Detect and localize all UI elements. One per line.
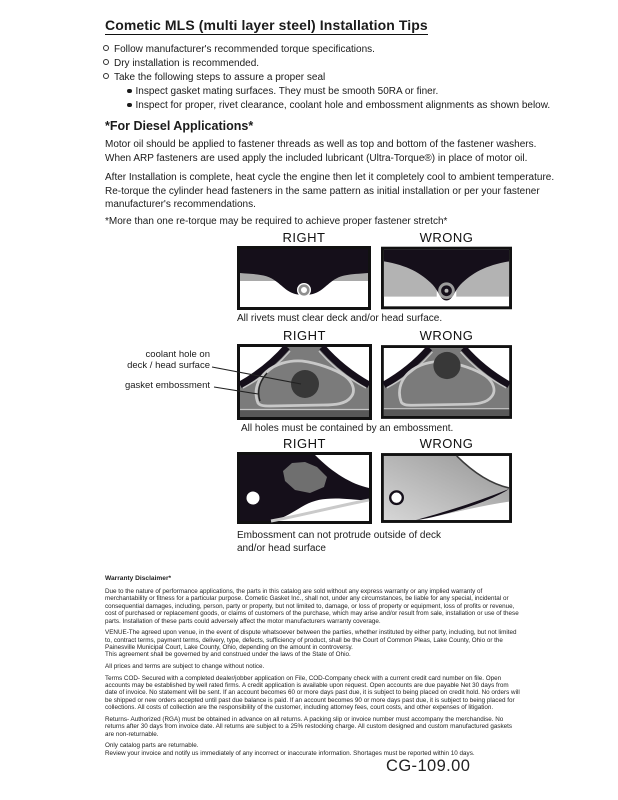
row2-right-label: RIGHT	[283, 328, 326, 343]
tip-text: Inspect gasket mating surfaces. They must be smooth 50RA or finer.	[135, 86, 439, 97]
row2-wrong-panel	[381, 344, 512, 420]
row3-right-panel	[237, 452, 372, 524]
list-item	[127, 85, 573, 99]
row3-right-label: RIGHT	[283, 436, 326, 451]
row1-wrong-panel	[381, 246, 512, 310]
list-item	[127, 99, 573, 113]
list-item	[103, 43, 573, 57]
filled-bullet-icon	[127, 103, 132, 108]
tip-text: Take the following steps to assure a proper seal	[114, 72, 326, 83]
warranty-disclaimer	[105, 575, 520, 761]
installation-tips-list	[103, 43, 573, 113]
row1-right-panel	[237, 246, 371, 310]
gasket-embossment-callout: gasket embossment	[124, 380, 210, 391]
diesel-heading: *For Diesel Applications*	[105, 119, 254, 133]
terms-cod-paragraph: Terms COD- Secured with a completed dealer/jobber application on File, COD-Company check with a current credit card number on file. Open accounts may be established by well rated firms. A credit application is available upon request. Open accounts are due payable Net 30 days from date of invoice. No statement will be sent. If an account becomes 60 or more days past due, it is subject to being placed on credit hold. No orders will be shipped or new orders accepted until past due balance is paid. If an account becomes 90 or more days past due, it is subject to being placed for collections. All costs of collection are the responsibility of the customer, including attorney fees, court costs, and other expenses of litigation.	[105, 674, 520, 712]
row1-right-label: RIGHT	[282, 230, 326, 245]
filled-bullet-icon	[127, 89, 132, 94]
row2-wrong-label: WRONG	[419, 328, 474, 343]
bolt-hole-icon	[390, 491, 403, 504]
row1-caption: All rivets must clear deck and/or head surface.	[237, 313, 443, 324]
review-invoice-line: Review your invoice and notify us immediately of any incorrect or inaccurate information. Shortages must be reported within 10 days.	[105, 749, 475, 757]
row3-wrong-label: WRONG	[419, 436, 474, 451]
diesel-paragraph-1: Motor oil should be applied to fastener threads as well as top and bottom of the fastener washers. When ARP fasteners are used apply the included lubricant (Ultra-Torque®) in place of motor oil.	[105, 139, 537, 164]
row2-caption: All holes must be contained by an embossment.	[241, 423, 454, 434]
prices-terms-line: All prices and terms are subject to change without notice.	[105, 662, 265, 670]
returns-paragraph: Returns- Authorized (RGA) must be obtained in advance on all returns. A packing slip or invoice number must accompany the merchandise. No returns after 30 days from invoice date. All returns are subject to a 25% restocking charge. All custom designed and custom manufactured gaskets are non-returnable.	[105, 715, 513, 738]
open-bullet-icon	[103, 73, 109, 79]
list-item	[103, 71, 573, 85]
open-bullet-icon	[103, 59, 109, 65]
tip-text: Follow manufacturer's recommended torque specifications.	[114, 44, 375, 55]
row1-wrong-label: WRONG	[419, 230, 474, 245]
bolt-hole-icon	[247, 492, 260, 505]
coolant-hole-icon	[433, 352, 460, 379]
tip-text: Inspect for proper, rivet clearance, coolant hole and embossment alignments as shown below.	[135, 100, 551, 111]
diesel-paragraph-2: After Installation is complete, heat cycle the engine then let it completely cool to ambient temperature. Re-torque the cylinder head fasteners in the same pattern as initial installation or per your fastener manufacturer's recommendations.	[105, 172, 555, 210]
venue-paragraph: VENUE-The agreed upon venue, in the event of dispute whatsoever between the parties, whether instituted by either party, including, but not limited to, contract terms, payment terms, delivery, type, defects, sufficiency of product, shall be the Court of Common Pleas, Lake County, Ohio or the Painesville Municipal Court, Lake County, Ohio, depending on the amount in controversy.	[105, 629, 517, 651]
disclaimer-paragraph: Due to the nature of performance applications, the parts in this catalog are sold without any express warranty or any implied warranty of merchantability or fitness for a particular purpose. Cometic Gasket Inc., shall not, under any circumstances, be liable for any special, incidental or consequential damages, including, person, party or property, but not limited to, damage, or loss of property or equipment, loss of profits or revenue, cost of purchased or replacement goods, or claims of customers of the purchase, which may arise and/or result from sale, installation or use of these parts. Installation of these parts could adversely affect the motor manufacturers warranty coverage.	[105, 587, 519, 625]
list-item	[103, 57, 573, 71]
governing-law-line: This agreement shall be governed by and construed under the laws of the State of Ohio.	[105, 651, 351, 659]
tip-text: Dry installation is recommended.	[114, 58, 260, 69]
row3-wrong-panel	[381, 452, 512, 524]
open-bullet-icon	[103, 45, 109, 51]
retorque-note: *More than one re-torque may be required to achieve proper fastener stretch*	[105, 216, 448, 227]
returnable-line: Only catalog parts are returnable.	[105, 742, 199, 750]
page-title: Cometic MLS (multi layer steel) Installation Tips	[105, 17, 428, 33]
disclaimer-heading: Warranty Disclaimer*	[105, 575, 172, 582]
coolant-hole-callout: coolant hole on deck / head surface	[127, 349, 210, 371]
page-number: CG-109.00	[386, 757, 471, 775]
callout-leader-lines	[105, 345, 310, 400]
row3-caption: Embossment can not protrude outside of deck and/or head surface	[237, 530, 442, 554]
